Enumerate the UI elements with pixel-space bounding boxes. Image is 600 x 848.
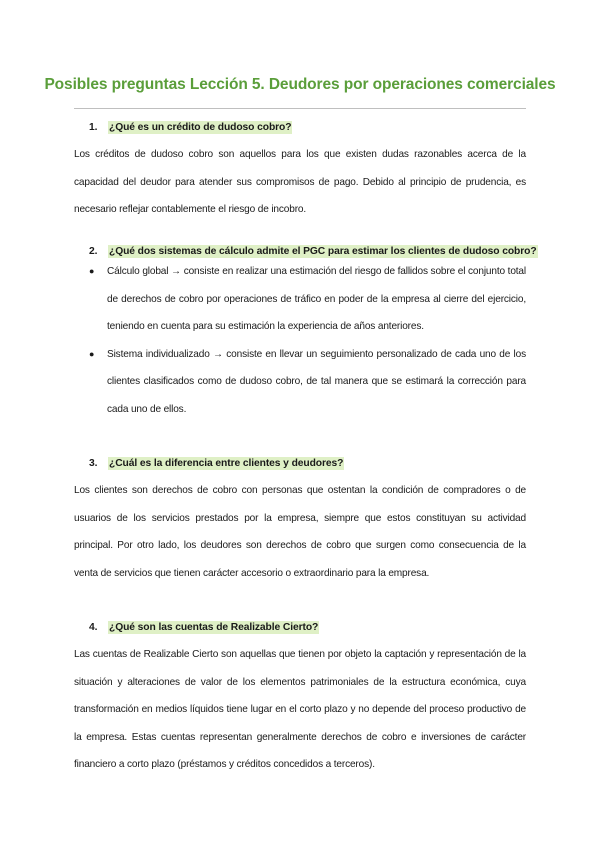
- question-3-heading: [89, 456, 344, 472]
- list-item: [74, 258, 526, 341]
- list-item: [74, 341, 526, 424]
- question-3-answer: Los clientes son derechos de cobro con personas que ostentan la condición de compradores o de usuarios de los servicios prestados por la empresa, siempre que estos constituyan su actividad principal. Por otro lado, los deudores son derechos de cobro que surgen como consecuencia de la venta de servicios que tienen carácter accesorio o extraordinario para la empresa.: [74, 485, 526, 579]
- question-1-title: ¿Qué es un crédito de dudoso cobro?: [109, 122, 292, 133]
- bullet-text: Sistema individualizado → consiste en llevar un seguimiento personalizado de cada uno de los clientes clasificados como de dudoso cobro, de tal manera que se estimará la corrección para cada uno de ellos.: [107, 348, 526, 415]
- bullet-icon: ●: [89, 266, 95, 276]
- bullet-text: Cálculo global → consiste en realizar una estimación del riesgo de fallidos sobre el conjunto total de derechos de cobro por operaciones de tráfico en poder de la empresa al cierre del ejercicio, teniendo en cuenta para su estimación la experiencia de años anteriores.: [107, 266, 526, 332]
- title-divider: [74, 108, 526, 109]
- bullet-icon: ●: [89, 348, 95, 359]
- question-4-heading: [89, 620, 319, 636]
- question-3-title: ¿Cuál es la diferencia entre clientes y deudores?: [109, 458, 344, 469]
- question-1-answer: Los créditos de dudoso cobro son aquellos para los que existen dudas razonables acerca de la capacidad del deudor para atender sus compromisos de pago. Debido al principio de prudencia, es necesario reflejar contablemente el riesgo de incobro.: [74, 149, 526, 215]
- question-1-heading: [89, 120, 292, 136]
- question-3-number: 3.: [89, 458, 98, 469]
- question-2-title: ¿Qué dos sistemas de cálculo admite el PGC para estimar los clientes de dudoso cobro?: [109, 246, 537, 257]
- question-2-number: 2.: [89, 246, 98, 257]
- question-4-number: 4.: [89, 622, 98, 633]
- page-title: Posibles preguntas Lección 5. Deudores por operaciones comerciales: [44, 76, 556, 93]
- question-4-title: ¿Qué son las cuentas de Realizable Cierto?: [109, 622, 319, 633]
- question-4-answer: Las cuentas de Realizable Cierto son aquellas que tienen por objeto la captación y representación de la situación y alteraciones de valor de los elementos patrimoniales de la estructura económica, cuya transformación en medios líquidos tiene lugar en el corto plazo y no depende del proceso productivo de la empresa. Estas cuentas representan generalmente derechos de cobro e inversiones de carácter financiero a corto plazo (préstamos y créditos concedidos a terceros).: [74, 649, 526, 770]
- question-2-bullet-list: [74, 258, 526, 423]
- question-1-number: 1.: [89, 122, 98, 133]
